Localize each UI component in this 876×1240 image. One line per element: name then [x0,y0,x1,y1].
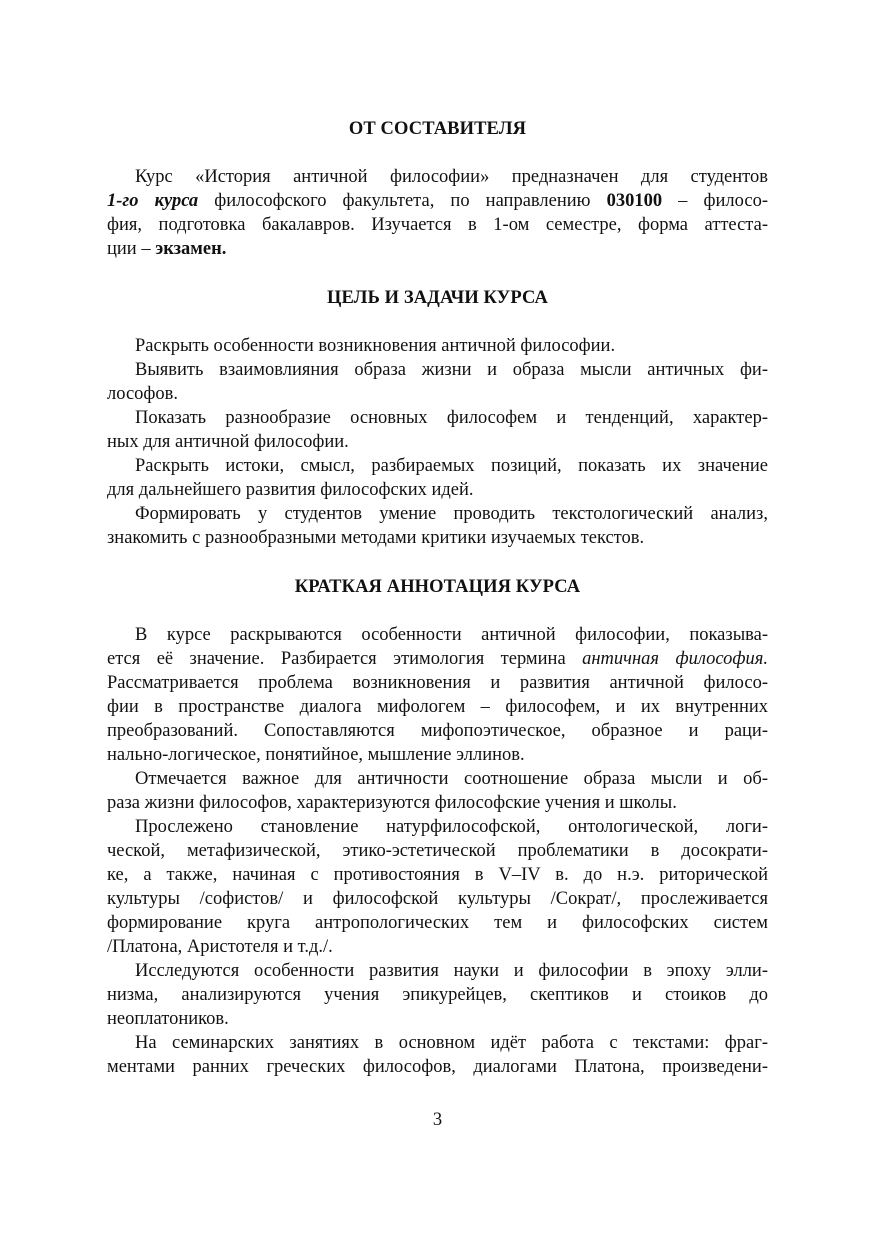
text-line: 1-го курса философского факультета, по направлению 030100 – филосо- [107,191,768,211]
direction-code: 030100 [606,191,663,211]
heading-annotation: КРАТКАЯ АННОТАЦИЯ КУРСА [294,577,581,597]
text-line: Формировать у студентов умение проводить текстологический анализ, [135,504,768,524]
attestation-form: экзамен. [155,239,227,259]
heading-from-compiler: ОТ СОСТАВИТЕЛЯ [348,119,527,139]
text-line: формирование круга антропологических тем и философских систем [107,913,768,933]
text-line: ных для античной философии. [107,432,349,452]
text-line: ции – экзамен. [107,239,227,259]
text-line: Выявить взаимовлияния образа жизни и образа мысли античных фи- [135,360,768,380]
text-line: Курс «История античной философии» предназначен для студентов [135,167,768,187]
text-line: Раскрыть истоки, смысл, разбираемых позиций, показать их значение [135,456,768,476]
text-line: ется её значение. Разбирается этимология термина античная философия. [107,649,768,669]
text-line: для дальнейшего развития философских идей. [107,480,474,500]
goals-paragraph [107,334,768,550]
text-line: ментами ранних греческих философов, диалогами Платона, произведени- [107,1057,768,1077]
text-line: знакомить с разнообразными методами критики изучаемых текстов. [107,528,645,548]
text-line: низма, анализируются учения эпикурейцев, скептиков и стоиков до [107,985,768,1005]
text-line: Рассматривается проблема возникновения и развития античной филосо- [107,673,768,693]
text-line: Отмечается важное для античности соотношение образа мысли и об- [135,769,768,789]
text-line: ческой, метафизической, этико-эстетической проблематики в досократи- [107,841,768,861]
text-line: Исследуются особенности развития науки и философии в эпоху элли- [135,961,768,981]
text-line: раза жизни философов, характеризуются философские учения и школы. [107,793,677,813]
text-line: культуры /софистов/ и философской культуры /Сократ/, прослеживается [107,889,768,909]
text-line: Раскрыть особенности возникновения античной философии. [135,336,616,356]
text-line: Прослежено становление натурфилософской, онтологической, логи- [135,817,768,837]
term-italic: античная философия. [582,649,768,669]
annotation-paragraph [107,623,768,1079]
text-line: фия, подготовка бакалавров. Изучается в 1-ом семестре, форма аттеста- [107,215,768,235]
text-line: ке, а также, начиная с противостояния в V–IV в. до н.э. риторической [107,865,768,885]
text-line: неоплатоников. [107,1009,229,1029]
text-line: нально-логическое, понятийное, мышление эллинов. [107,745,525,765]
text-line: преобразований. Сопоставляются мифопоэтическое, образное и раци- [107,721,768,741]
intro-paragraph [107,165,768,261]
text-line: /Платона, Аристотеля и т.д./. [107,937,333,957]
page-number: 3 [432,1110,443,1130]
text-line: В курсе раскрываются особенности античной философии, показыва- [135,625,768,645]
text-line: лософов. [107,384,179,404]
heading-goals: ЦЕЛЬ И ЗАДАЧИ КУРСА [327,288,548,308]
text-line: Показать разнообразие основных философем и тенденций, характер- [135,408,768,428]
text-line: фии в пространстве диалога мифологем – философем, и их внутренних [107,697,768,717]
text-line: На семинарских занятиях в основном идёт работа с текстами: фраг- [135,1033,768,1053]
course-year: 1-го курса [107,191,199,211]
